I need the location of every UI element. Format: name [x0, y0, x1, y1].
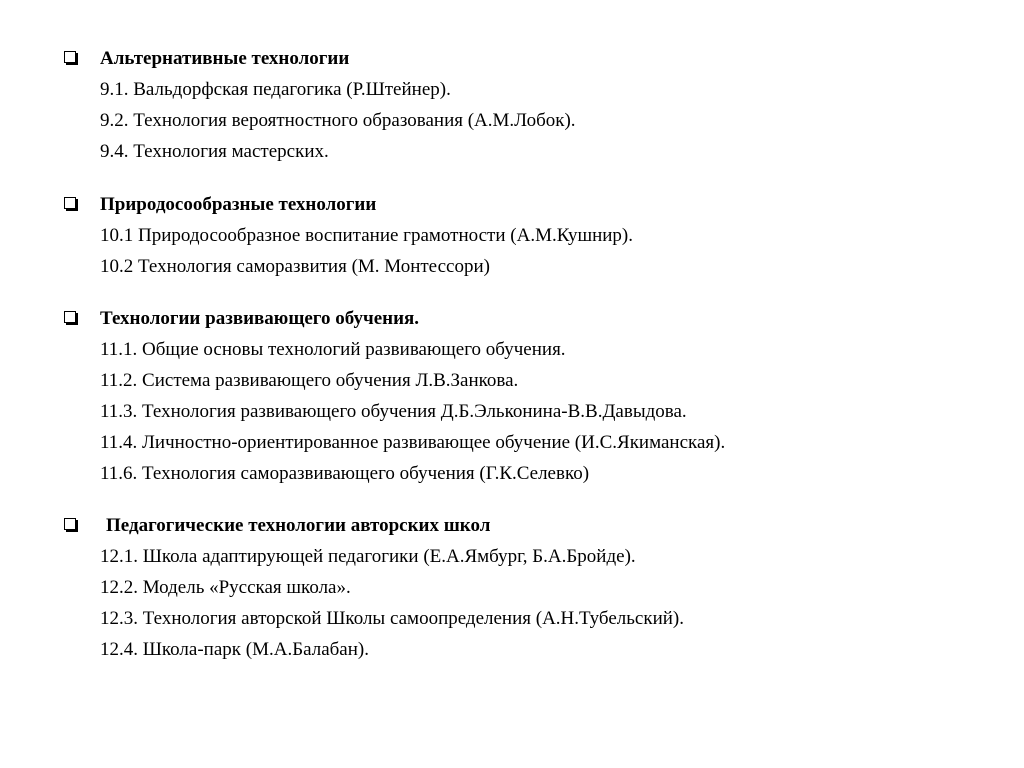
list-item: 10.1 Природосообразное воспитание грамотности (А.М.Кушнир). [100, 225, 634, 246]
section-title: Технологии развивающего обучения. [100, 308, 420, 329]
list-item: 9.2. Технология вероятностного образования (А.М.Лобок). [100, 110, 576, 131]
section-title: Альтернативные технологии [100, 48, 350, 69]
checkbox-bullet-icon [64, 51, 76, 63]
list-item: 11.6. Технология саморазвивающего обучения (Г.К.Селевко) [100, 463, 590, 484]
section-heading [62, 43, 1002, 74]
list-item: 11.4. Личностно-ориентированное развивающее обучение (И.С.Якиманская). [100, 432, 726, 453]
checkbox-bullet-icon [64, 197, 76, 209]
list-item: 9.1. Вальдорфская педагогика (Р.Штейнер). [100, 79, 451, 100]
checkbox-bullet-icon [64, 311, 76, 323]
section-developmental [62, 303, 1002, 489]
section-heading [62, 303, 1002, 334]
list-item: 12.1. Школа адаптирующей педагогики (Е.А.Ямбург, Б.А.Бройде). [100, 546, 636, 567]
list-item: 12.2. Модель «Русская школа». [100, 577, 351, 598]
list-item: 11.1. Общие основы технологий развивающего обучения. [100, 339, 566, 360]
section-title: Педагогические технологии авторских школ [106, 515, 491, 536]
list-item: 10.2 Технология саморазвития (М. Монтессори) [100, 256, 490, 277]
section-title: Природосообразные технологии [100, 194, 377, 215]
list-item: 12.3. Технология авторской Школы самоопределения (А.Н.Тубельский). [100, 608, 685, 629]
section-heading [62, 189, 1002, 220]
section-nature-conforming [62, 189, 1002, 282]
section-alternative [62, 43, 1002, 167]
list-item: 11.2. Система развивающего обучения Л.В.Занкова. [100, 370, 519, 391]
list-item: 12.4. Школа-парк (М.А.Балабан). [100, 639, 369, 660]
list-item: 9.4. Технология мастерских. [100, 141, 329, 162]
section-heading [62, 510, 1002, 541]
list-item: 11.3. Технология развивающего обучения Д.Б.Эльконина-В.В.Давыдова. [100, 401, 687, 422]
checkbox-bullet-icon [64, 518, 76, 530]
section-author-schools [62, 510, 1002, 665]
